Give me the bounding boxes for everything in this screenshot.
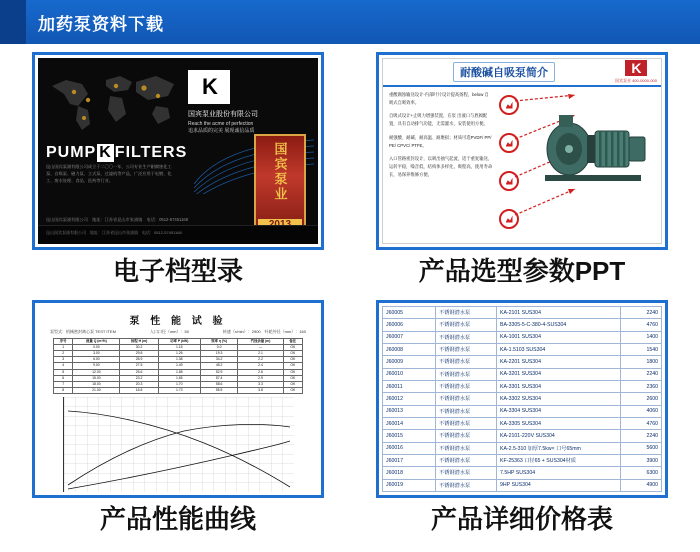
- table-cell: KA-2201 SUS304: [497, 356, 621, 368]
- table-cell: 2.1: [238, 351, 283, 357]
- table-cell: 6.00: [73, 357, 120, 363]
- table-cell: 1.26: [158, 351, 200, 357]
- table-cell: J60010: [383, 368, 436, 380]
- curve-th-1: 流量 Q (m³/h): [73, 339, 120, 345]
- table-cell: 52.9: [200, 369, 238, 375]
- table-cell: 6: [54, 375, 73, 381]
- award-text: 国宾泵业: [272, 142, 288, 202]
- page-title: 加药泵资料下载: [38, 14, 164, 34]
- table-cell: J60016: [383, 442, 436, 454]
- table-cell: 2360: [621, 380, 662, 392]
- table-cell: 19.3: [200, 351, 238, 357]
- table-cell: 55.5: [200, 387, 238, 393]
- card-caption-ppt: 产品选型参数PPT: [418, 256, 626, 286]
- ppt-logo-k: K: [625, 60, 646, 76]
- table-cell: 4760: [621, 417, 662, 429]
- catalog-strip-text: 昆山国宾泵浦有限公司 地址：江苏省昆山市张浦镇 电话：0512-57451168: [46, 230, 182, 235]
- curve-meta-center: 入口口径（mm）：50: [149, 329, 189, 334]
- catalog-award-banner: [254, 134, 306, 238]
- ppt-paragraph-1: 重酸腐蚀输送设计-内部叶片设计提高扬程，below 自吸式自吸效率。: [389, 92, 489, 106]
- table-cell: 15.00: [73, 375, 120, 381]
- table-cell: 不锈钢潜水泵: [436, 393, 497, 405]
- table-row: [383, 331, 662, 343]
- table-cell: 2.4: [238, 363, 283, 369]
- brand-mark: K: [99, 144, 112, 161]
- table-cell: OK: [283, 363, 302, 369]
- table-cell: 8: [54, 387, 73, 393]
- card-performance-curve[interactable]: [10, 300, 346, 546]
- table-cell: J60012: [383, 393, 436, 405]
- curve-data-table: [53, 338, 303, 394]
- table-row: [383, 454, 662, 466]
- table-cell: 1: [54, 345, 73, 351]
- table-cell: 16.8: [120, 387, 158, 393]
- table-cell: J60019: [383, 479, 436, 491]
- table-cell: 5600: [621, 442, 662, 454]
- table-row: [383, 380, 662, 392]
- curve-th-2: 扬程 H (m): [120, 339, 158, 345]
- table-cell: J60005: [383, 307, 436, 319]
- catalog-footer-text: 昆山国宾泵浦有限公司 地址：江苏省昆山市张浦镇 电话：0512-57451168: [46, 217, 189, 222]
- table-cell: OK: [283, 375, 302, 381]
- catalog-tagline-small: 追求品质的完美 展现诚信品质: [188, 128, 255, 134]
- curve-meta-row: [38, 327, 318, 335]
- ppt-thumb-image: [382, 58, 662, 244]
- curve-doc-title: 泵 性 能 试 验: [129, 316, 227, 327]
- table-cell: 3.3: [238, 381, 283, 387]
- table-cell: 1.70: [158, 381, 200, 387]
- table-cell: 不锈钢潜水泵: [436, 380, 497, 392]
- table-cell: KA-1001 SUS304: [497, 331, 621, 343]
- table-cell: 2240: [621, 307, 662, 319]
- table-cell: BA-3305-5-C-380-4-SUS304: [497, 319, 621, 331]
- catalog-right-heading: [188, 110, 308, 136]
- ppt-body-text: [389, 91, 493, 184]
- table-cell: 29.8: [120, 351, 158, 357]
- table-row: [383, 405, 662, 417]
- curve-lines: [64, 397, 294, 492]
- table-cell: 1800: [621, 356, 662, 368]
- pump-illustration-icon: [535, 101, 655, 197]
- table-cell: J60017: [383, 454, 436, 466]
- table-cell: KA-3304 SUS304: [497, 405, 621, 417]
- table-cell: J60013: [383, 405, 436, 417]
- table-cell: 不锈钢潜水泵: [436, 368, 497, 380]
- table-cell: 不锈钢潜水泵: [436, 467, 497, 479]
- table-row: [383, 343, 662, 355]
- card-caption-curve: 产品性能曲线: [99, 504, 256, 534]
- table-cell: KA-2.5-310 加厚7.5kw× 口号65mm: [497, 442, 621, 454]
- page-header: [0, 0, 700, 44]
- table-cell: 不锈钢潜水泵: [436, 442, 497, 454]
- world-map-icon: [44, 66, 184, 132]
- catalog-logo-k: K: [188, 70, 230, 104]
- table-cell: 21.00: [73, 387, 120, 393]
- header-accent-bar: [0, 0, 26, 44]
- table-cell: KA-1.5103 SUS304: [497, 343, 621, 355]
- brand-right: FILTERS: [114, 144, 188, 161]
- card-caption-price: 产品详细价格表: [430, 504, 613, 534]
- table-cell: 1.15: [158, 345, 200, 351]
- table-cell: 27.5: [120, 363, 158, 369]
- ppt-title: 耐酸碱自吸泵简介: [453, 62, 555, 82]
- price-table-body: [383, 307, 662, 492]
- card-catalog[interactable]: [10, 52, 346, 298]
- table-cell: 不锈钢潜水泵: [436, 430, 497, 442]
- table-cell: 0.0: [200, 345, 238, 351]
- table-cell: J60018: [383, 467, 436, 479]
- table-cell: 20.3: [120, 381, 158, 387]
- table-cell: KA-3302 SUS304: [497, 393, 621, 405]
- table-cell: 3.8: [238, 387, 283, 393]
- table-cell: 58.6: [200, 381, 238, 387]
- table-cell: KA-3305 SUS304: [497, 417, 621, 429]
- curve-table-body: [54, 345, 303, 394]
- table-row: [54, 387, 303, 393]
- table-cell: OK: [283, 345, 302, 351]
- curve-th-3: 功率 P (kW): [158, 339, 200, 345]
- catalog-thumb-frame[interactable]: [32, 52, 324, 250]
- table-cell: —: [238, 345, 283, 351]
- card-ppt[interactable]: [354, 52, 690, 298]
- ppt-logo-sub: 国宾泵业 400-0000-000: [614, 78, 657, 83]
- catalog-bottom-strip: [38, 225, 318, 244]
- table-cell: 4060: [621, 405, 662, 417]
- table-cell: J60009: [383, 356, 436, 368]
- catalog-brand-wordmark: [46, 144, 187, 162]
- table-cell: 1.38: [158, 357, 200, 363]
- table-row: [383, 442, 662, 454]
- curve-th-4: 效率 η (%): [200, 339, 238, 345]
- table-cell: 不锈钢潜水泵: [436, 479, 497, 491]
- table-cell: 1.73: [158, 387, 200, 393]
- table-cell: 不锈钢潜水泵: [436, 356, 497, 368]
- curve-chart-area: [63, 397, 294, 492]
- table-cell: 57.4: [200, 375, 238, 381]
- ppt-thumb-frame[interactable]: [376, 52, 668, 250]
- table-cell: 2.9: [238, 375, 283, 381]
- table-cell: J60011: [383, 380, 436, 392]
- table-cell: 不锈钢潜水泵: [436, 405, 497, 417]
- table-cell: 1400: [621, 331, 662, 343]
- table-row: [383, 356, 662, 368]
- table-cell: J60007: [383, 331, 436, 343]
- curve-th-5: 汽蚀余量 (m): [238, 339, 283, 345]
- table-cell: 34.2: [200, 357, 238, 363]
- table-cell: 1540: [621, 343, 662, 355]
- table-cell: 28.9: [120, 357, 158, 363]
- table-cell: OK: [283, 369, 302, 375]
- table-cell: 23.2: [120, 375, 158, 381]
- table-cell: 3.00: [73, 351, 120, 357]
- table-cell: 18.00: [73, 381, 120, 387]
- table-cell: 1.58: [158, 369, 200, 375]
- ppt-header: [383, 59, 661, 87]
- card-caption-catalog: 电子档型录: [112, 256, 243, 286]
- curve-meta-left: 泵型式：机械密封离心泵 TEST ITEM: [50, 329, 116, 334]
- table-cell: 2: [54, 351, 73, 357]
- table-row: [383, 479, 662, 491]
- table-cell: 不锈钢潜水泵: [436, 319, 497, 331]
- table-cell: J60006: [383, 319, 436, 331]
- catalog-body-text: 昆山国宾泵浦有限公司成立于二〇〇一年，公司专业生产耐腐蚀化工泵、自吸泵、磁力泵、立式泵、过滤机等产品，广泛应用于电镀、化工、废水处理、食品、医药等行业。: [46, 164, 172, 183]
- table-cell: 45.2: [200, 363, 238, 369]
- table-cell: OK: [283, 381, 302, 387]
- table-cell: 2240: [621, 430, 662, 442]
- table-cell: 4: [54, 363, 73, 369]
- table-cell: OK: [283, 387, 302, 393]
- price-thumb-image: [382, 306, 662, 492]
- table-cell: J60015: [383, 430, 436, 442]
- table-cell: 3: [54, 357, 73, 363]
- table-cell: 7.5HP SUS304: [497, 467, 621, 479]
- table-row: [383, 307, 662, 319]
- table-cell: 7: [54, 381, 73, 387]
- ppt-paragraph-3: 耐强酸、耐碱、耐高温、耐磨损；材质可选PVDF/ PP/ PE/ CPVC/ PTFE。: [389, 134, 492, 148]
- table-cell: 不锈钢潜水泵: [436, 454, 497, 466]
- table-cell: 1.65: [158, 375, 200, 381]
- table-row: [383, 393, 662, 405]
- price-thumb-frame[interactable]: [376, 300, 668, 498]
- curve-thumb-image: [38, 306, 318, 492]
- table-cell: 6300: [621, 467, 662, 479]
- table-cell: KA-3301 SUS304: [497, 380, 621, 392]
- price-table: [382, 306, 662, 492]
- ppt-paragraph-2: 自吸式设计+止吸力增强装置，在泵 出液口与底阀配置，具有自动排气功能，无需灌水，安装使用方便。: [389, 113, 488, 127]
- curve-table-header-row: [54, 339, 303, 345]
- curve-th-6: 备注: [283, 339, 302, 345]
- table-row: [383, 417, 662, 429]
- table-cell: KA-3201 SUS304: [497, 368, 621, 380]
- table-row: [383, 430, 662, 442]
- ppt-logo: [615, 60, 657, 84]
- table-cell: 不锈钢潜水泵: [436, 417, 497, 429]
- curve-meta-right: 转速（r/min）：2900 叶轮外径（mm）：160: [222, 329, 306, 334]
- catalog-right-heading-cn: 国宾泵业股份有限公司: [188, 111, 258, 118]
- table-cell: 4900: [621, 479, 662, 491]
- table-cell: 2.6: [238, 369, 283, 375]
- catalog-thumb-image: [38, 58, 318, 244]
- table-cell: KA-2101 SUS304: [497, 307, 621, 319]
- table-cell: KA-2101-220V SUS304: [497, 430, 621, 442]
- table-cell: KF-25363 口径65 + SUS304材质: [497, 454, 621, 466]
- table-cell: 2240: [621, 368, 662, 380]
- table-cell: 9.00: [73, 363, 120, 369]
- table-cell: 不锈钢潜水泵: [436, 343, 497, 355]
- table-cell: OK: [283, 357, 302, 363]
- table-cell: 5: [54, 369, 73, 375]
- table-cell: 2600: [621, 393, 662, 405]
- table-cell: 12.00: [73, 369, 120, 375]
- table-cell: 4760: [621, 319, 662, 331]
- table-row: [383, 467, 662, 479]
- curve-th-0: 序号: [54, 339, 73, 345]
- table-cell: 不锈钢潜水泵: [436, 331, 497, 343]
- catalog-tagline-big: Reach the acme of perfection: [188, 120, 254, 127]
- curve-thumb-frame[interactable]: [32, 300, 324, 498]
- table-cell: 0.00: [73, 345, 120, 351]
- ppt-paragraph-4: 入口管路密封设计，以吸出抽气起流，适于重复输送，运转平稳，噪音低，结构体多样化，吸程高，使用寿命长，易保养维修方便。: [389, 155, 493, 178]
- table-cell: 2.2: [238, 357, 283, 363]
- table-cell: 3900: [621, 454, 662, 466]
- table-cell: 1.49: [158, 363, 200, 369]
- table-cell: 不锈钢潜水泵: [436, 307, 497, 319]
- table-cell: J60008: [383, 343, 436, 355]
- table-cell: 30.2: [120, 345, 158, 351]
- table-cell: 9HP SUS304: [497, 479, 621, 491]
- table-cell: OK: [283, 351, 302, 357]
- brand-left: PUMP: [46, 144, 97, 161]
- table-row: [383, 368, 662, 380]
- table-row: [383, 319, 662, 331]
- thumbnail-grid: [0, 44, 700, 552]
- table-cell: J60014: [383, 417, 436, 429]
- card-price-table[interactable]: [354, 300, 690, 546]
- table-cell: 25.6: [120, 369, 158, 375]
